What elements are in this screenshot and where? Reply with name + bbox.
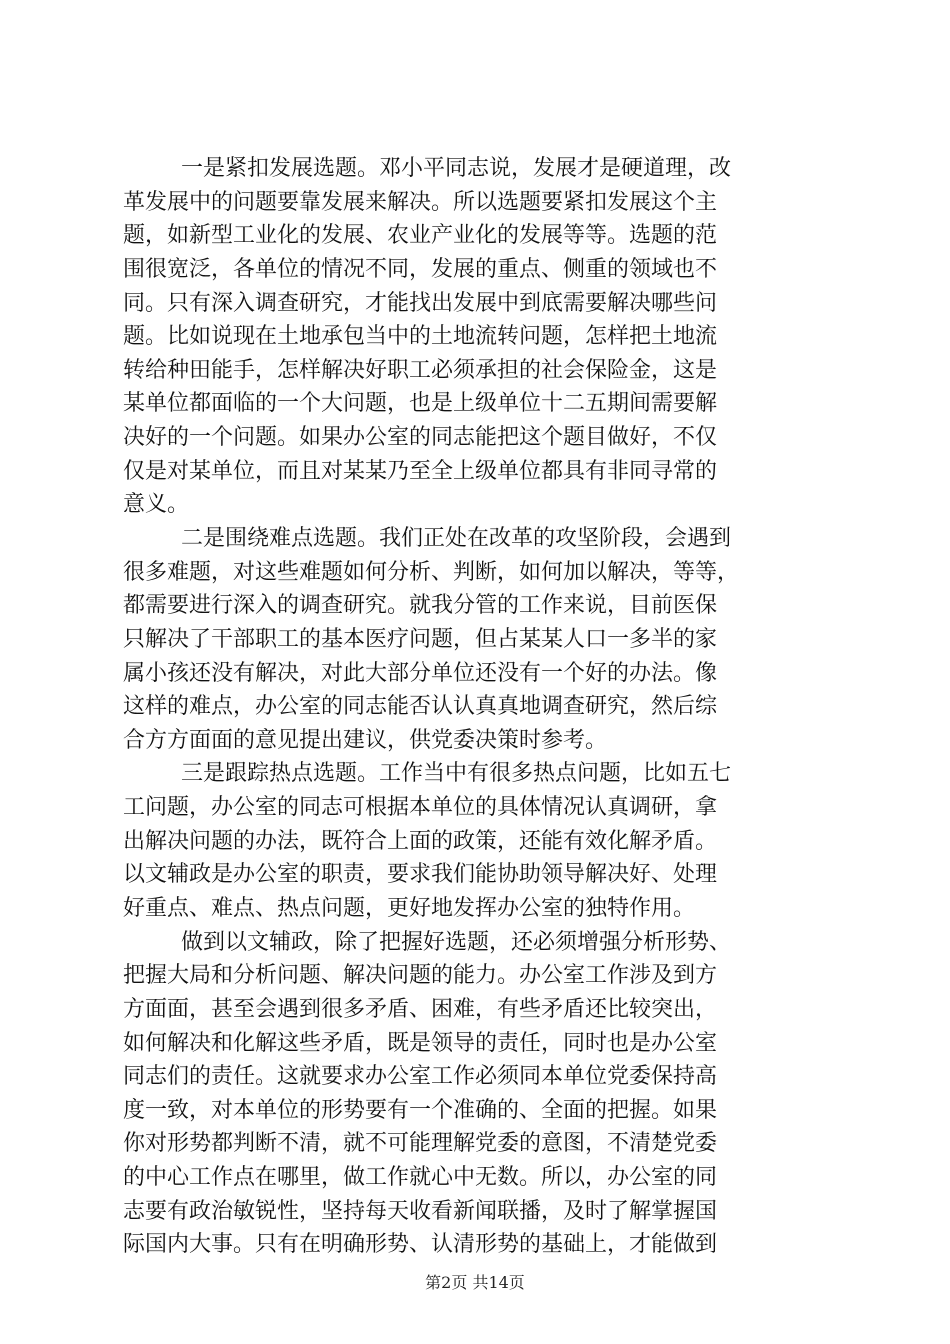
paragraph-4-line-10: 际国内大事。只有在明确形势、认清形势的基础上，才能做到 [123,1232,718,1257]
page-footer: 第2页 共14页 [425,1273,525,1292]
paragraph-4-line-6: 度一致，对本单位的形势要有一个准确的、全面的把握。如果 [123,1098,718,1123]
paragraph-3-line-3: 出解决问题的办法，既符合上面的政策，还能有效化解矛盾。 [123,829,718,854]
paragraph-4-line-7: 你对形势都判断不清，就不可能理解党委的意图，不清楚党委 [123,1131,718,1156]
paragraph-1-line-2: 革发展中的问题要靠发展来解决。所以选题要紧扣发展这个主 [123,190,718,215]
paragraph-4-line-1: 做到以文辅政，除了把握好选题，还必须增强分析形势、 [181,930,732,955]
paragraph-2-line-6: 这样的难点，办公室的同志能否认认真真地调查研究，然后综 [123,694,718,719]
paragraph-1-line-3: 题，如新型工业化的发展、农业产业化的发展等等。选题的范 [123,223,718,248]
paragraph-1-line-9: 决好的一个问题。如果办公室的同志能把这个题目做好，不仅 [123,425,718,450]
paragraph-1-line-10: 仅是对某单位，而且对某某乃至全上级单位都具有非同寻常的 [123,459,718,484]
paragraph-1-line-4: 围很宽泛，各单位的情况不同，发展的重点、侧重的领域也不 [123,257,718,282]
paragraph-4-line-3: 方面面，甚至会遇到很多矛盾、困难，有些矛盾还比较突出， [123,997,718,1022]
paragraph-2-line-7: 合方方面面的意见提出建议，供党委决策时参考。 [123,728,608,753]
paragraph-2-line-5: 属小孩还没有解决，对此大部分单位还没有一个好的办法。像 [123,661,718,686]
paragraph-1-line-7: 转给种田能手，怎样解决好职工必须承担的社会保险金，这是 [123,358,718,383]
paragraph-4-line-4: 如何解决和化解这些矛盾，既是领导的责任，同时也是办公室 [123,1031,718,1056]
paragraph-4-line-8: 的中心工作点在哪里，做工作就心中无数。所以，办公室的同 [123,1165,718,1190]
paragraph-2-line-3: 都需要进行深入的调查研究。就我分管的工作来说，目前医保 [123,593,718,618]
paragraph-1-line-5: 同。只有深入调查研究，才能找出发展中到底需要解决哪些问 [123,291,718,316]
paragraph-4-line-2: 把握大局和分析问题、解决问题的能力。办公室工作涉及到方 [123,963,718,988]
paragraph-3-line-2: 工问题，办公室的同志可根据本单位的具体情况认真调研，拿 [123,795,718,820]
paragraph-2-line-1: 二是围绕难点选题。我们正处在改革的攻坚阶段，会遇到 [181,526,732,551]
paragraph-1-line-11: 意义。 [123,492,190,517]
paragraph-1-line-6: 题。比如说现在土地承包当中的土地流转问题，怎样把土地流 [123,324,718,349]
paragraph-1-line-8: 某单位都面临的一个大问题，也是上级单位十二五期间需要解 [123,391,718,416]
paragraph-3-line-1: 三是跟踪热点选题。工作当中有很多热点问题，比如五七 [181,761,732,786]
paragraph-1-line-1: 一是紧扣发展选题。邓小平同志说，发展才是硬道理，改 [181,156,732,181]
paragraph-2-line-2: 很多难题，对这些难题如何分析、判断，如何加以解决，等等， [123,560,740,585]
paragraph-2-line-4: 只解决了干部职工的基本医疗问题，但占某某人口一多半的家 [123,627,718,652]
paragraph-3-line-5: 好重点、难点、热点问题，更好地发挥办公室的独特作用。 [123,896,696,921]
paragraph-3-line-4: 以文辅政是办公室的职责，要求我们能协助领导解决好、处理 [123,862,718,887]
paragraph-4-line-9: 志要有政治敏锐性，坚持每天收看新闻联播，及时了解掌握国 [123,1199,718,1224]
paragraph-4-line-5: 同志们的责任。这就要求办公室工作必须同本单位党委保持高 [123,1064,718,1089]
